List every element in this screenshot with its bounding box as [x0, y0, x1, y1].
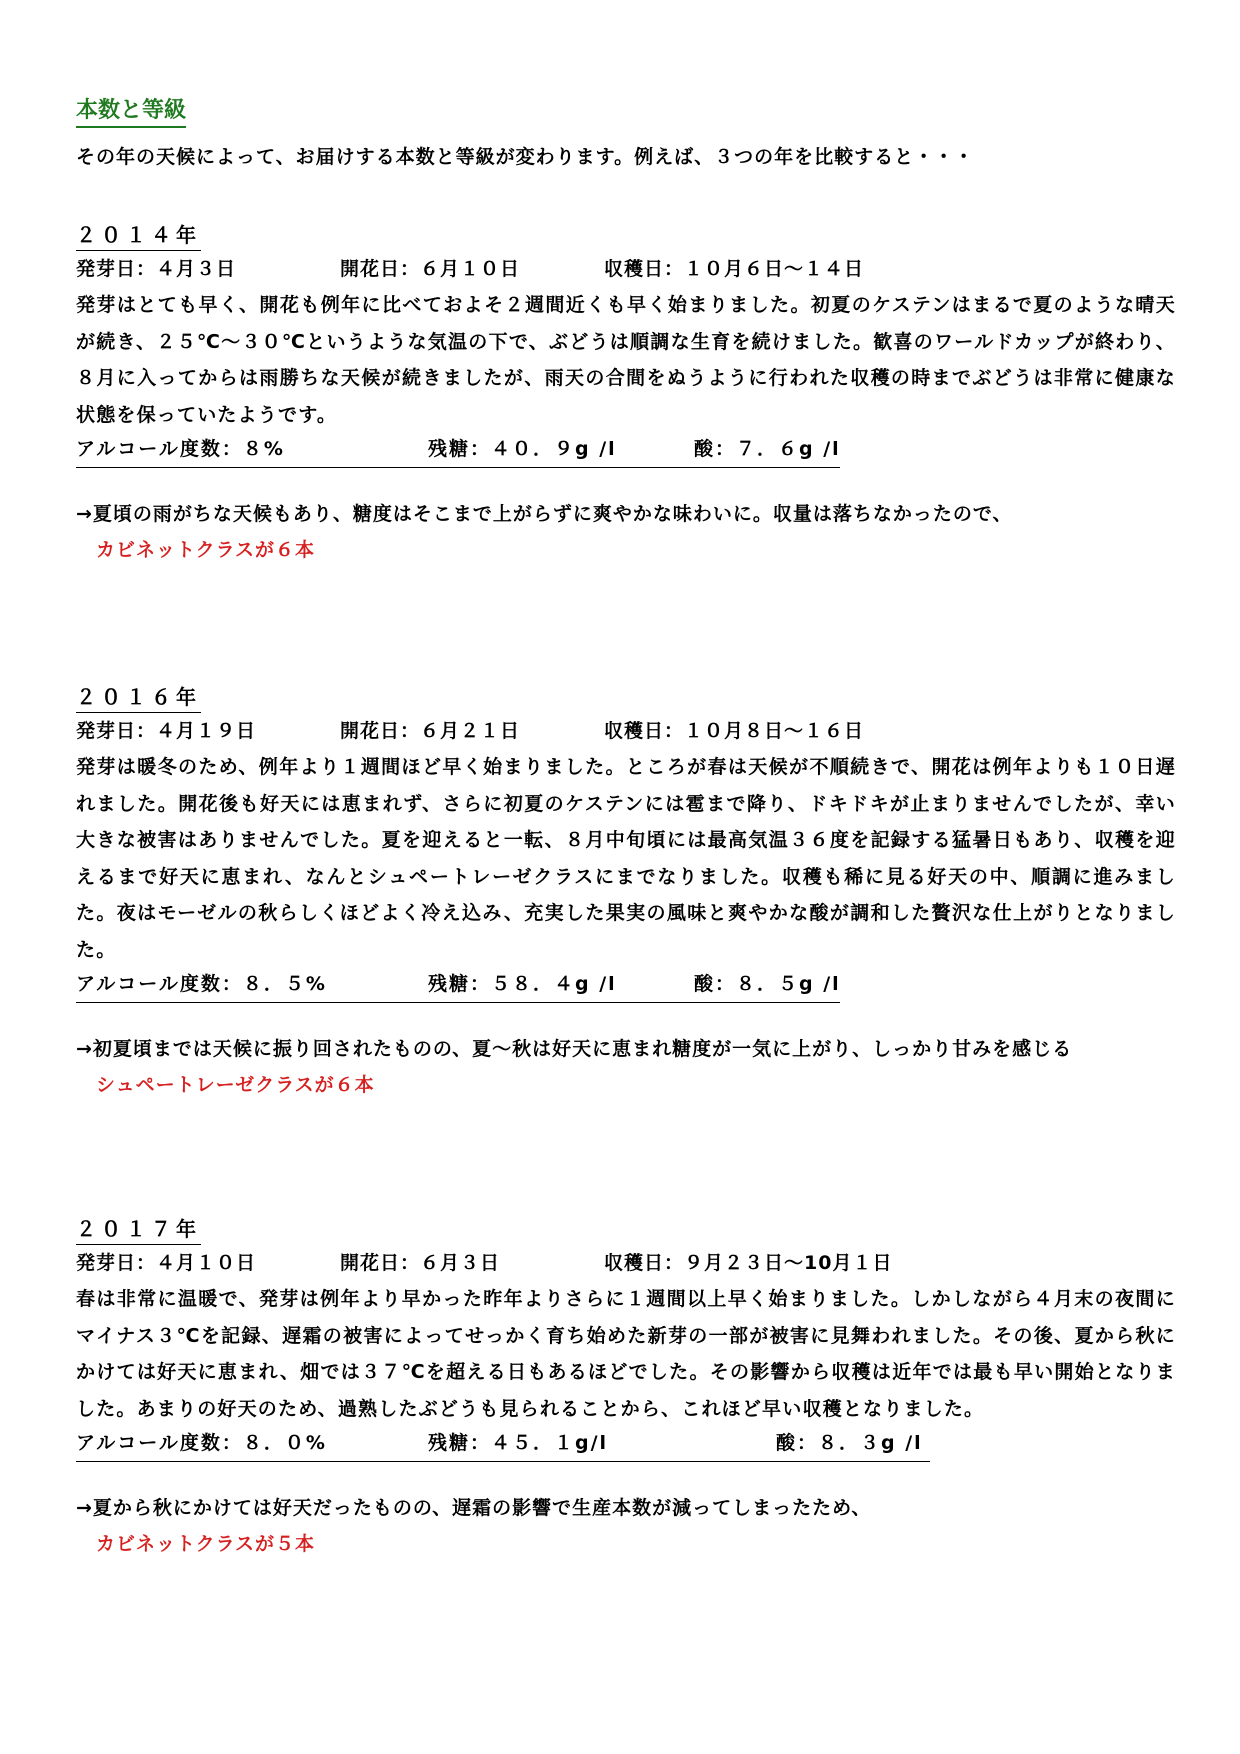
year-title: ２０１７年 [76, 1214, 201, 1245]
stats-row [76, 433, 840, 468]
stats-row [76, 968, 840, 1003]
year-title: ２０１６年 [76, 682, 201, 713]
year-section-2016 [76, 682, 1176, 1103]
dates-row [76, 251, 1176, 287]
alcohol-value: アルコール度数：８．０% [76, 1432, 327, 1454]
sugar-value: 残糖：４０．９g /l [428, 438, 617, 460]
intro-text: その年の天候によって、お届けする本数と等級が変わります。例えば、３つの年を比較すると・・・ [76, 146, 975, 168]
harvest-date: 収穫日：１０月６日～１４日 [604, 258, 865, 280]
sugar-value: 残糖：５８．４g /l [428, 973, 617, 995]
result-text: →夏頃の雨がちな天候もあり、糖度はそこまで上がらずに爽やかな味わいに。収量は落ちなかったので、 [76, 503, 1013, 525]
acid-value: 酸：８．５g /l [694, 973, 841, 995]
budding-date: 発芽日：４月１９日 [76, 720, 257, 742]
alcohol-value: アルコール度数：８% [76, 438, 285, 460]
document-page [76, 96, 1176, 1555]
grade-result: シュペートレーゼクラスが６本 [96, 1074, 375, 1096]
year-title: ２０１４年 [76, 220, 201, 251]
alcohol-value: アルコール度数：８．５% [76, 973, 327, 995]
vintage-description: 発芽は暖冬のため、例年より１週間ほど早く始まりました。ところが春は天候が不順続きで、開花は例年よりも１０日遅れました。開花後も好天には恵まれず、さらに初夏のケステンには雹まで降り、ドキドキが止まりませんでしたが、幸い大きな被害はありませんでした。夏を迎えると一転、８月中旬頃には最高気温３６度を記録する猛暑日もあり、収穫を迎えるまで好天に恵まれ、なんとシュペートレーゼクラスにまでなりました。収穫も稀に見る好天の中、順調に進みました。夜はモーゼルの秋らしくほどよく冷え込み、充実した果実の風味と爽やかな酸が調和した贅沢な仕上がりとなりました。 [76, 756, 1176, 961]
year-section-2017 [76, 1214, 1176, 1562]
flowering-date: 開花日：６月３日 [340, 1252, 501, 1274]
vintage-description: 春は非常に温暖で、発芽は例年より早かった昨年よりさらに１週間以上早く始まりました。しかしながら４月末の夜間にマイナス３℃を記録、遅霜の被害によってせっかく育ち始めた新芽の一部が被害に見舞われました。その後、夏から秋にかけては好天に恵まれ、畑では３７℃を超える日もあるほどでした。その影響から収穫は近年では最も早い開始となりました。あまりの好天のため、過熟したぶどうも見られることから、これほど早い収穫となりました。 [76, 1288, 1176, 1420]
result-text: →初夏頃までは天候に振り回されたものの、夏～秋は好天に恵まれ糖度が一気に上がり、しっかり甘みを感じる [76, 1038, 1073, 1060]
sugar-value: 残糖：４５．１g/l [428, 1432, 609, 1454]
harvest-date: 収穫日：９月２３日～10月１日 [604, 1252, 893, 1274]
budding-date: 発芽日：４月１０日 [76, 1252, 257, 1274]
section-heading: 本数と等級 [76, 96, 186, 128]
stats-row [76, 1427, 930, 1462]
dates-row [76, 713, 1176, 749]
flowering-date: 開花日：６月２１日 [340, 720, 521, 742]
acid-value: 酸：８．３g /l [776, 1432, 923, 1454]
flowering-date: 開花日：６月１０日 [340, 258, 521, 280]
result-text: →夏から秋にかけては好天だったものの、遅霜の影響で生産本数が減ってしまったため、 [76, 1497, 872, 1519]
acid-value: 酸：７．６g /l [694, 438, 841, 460]
harvest-date: 収穫日：１０月８日～１６日 [604, 720, 865, 742]
year-section-2014 [76, 220, 1176, 568]
grade-result: カビネットクラスが５本 [96, 1533, 316, 1555]
grade-result: カビネットクラスが６本 [96, 539, 316, 561]
budding-date: 発芽日：４月３日 [76, 258, 237, 280]
dates-row [76, 1245, 1176, 1281]
vintage-description: 発芽はとても早く、開花も例年に比べておよそ２週間近くも早く始まりました。初夏のケステンはまるで夏のような晴天が続き、２５℃～３０℃というような気温の下で、ぶどうは順調な生育を続けました。歓喜のワールドカップが終わり、８月に入ってからは雨勝ちな天候が続きましたが、雨天の合間をぬうように行われた収穫の時までぶどうは非常に健康な状態を保っていたようです。 [76, 294, 1176, 426]
